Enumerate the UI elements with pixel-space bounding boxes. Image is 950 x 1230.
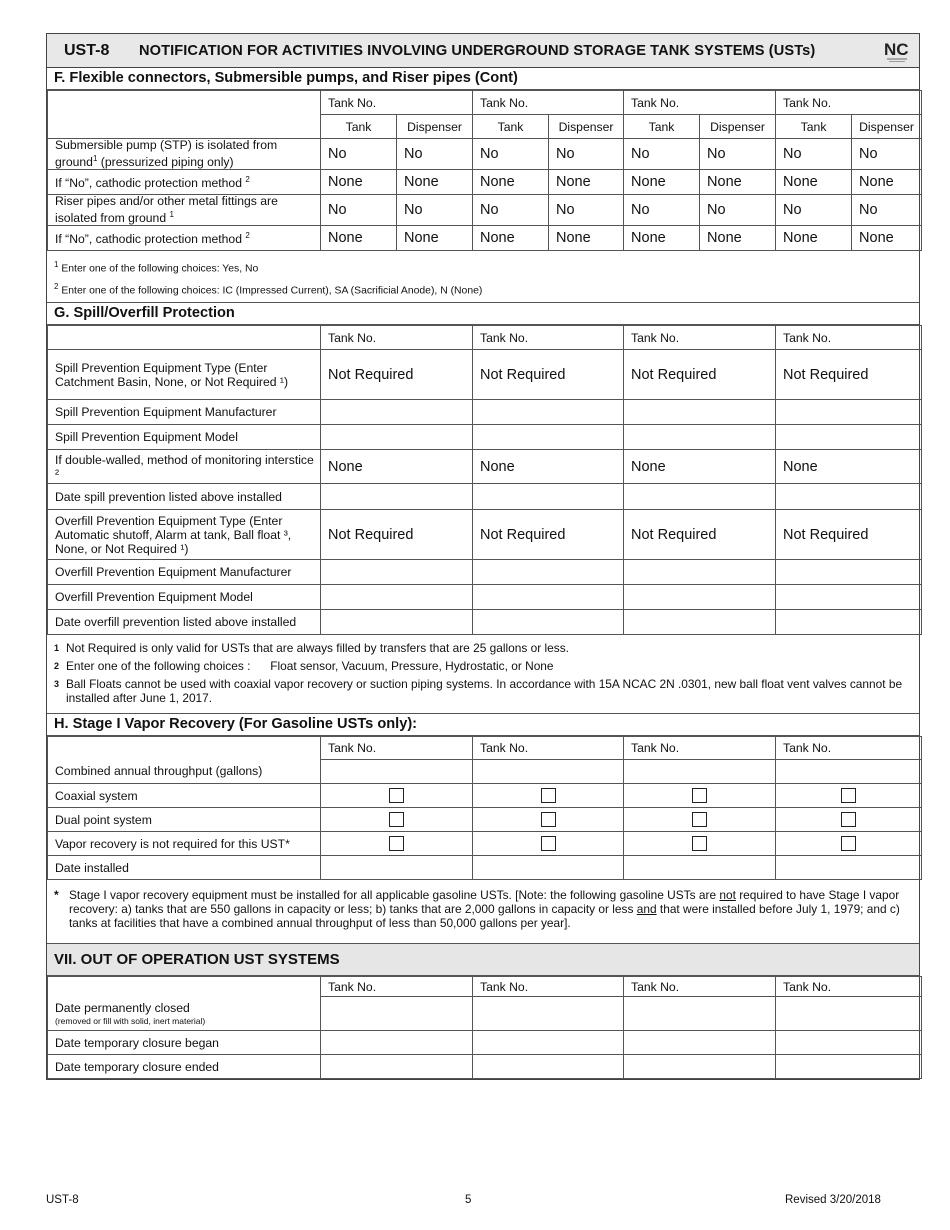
g-tank-no-2: Tank No. <box>473 326 624 350</box>
g-value-cell[interactable] <box>321 484 473 510</box>
coaxial-checkbox[interactable] <box>692 788 707 803</box>
h-row-coaxial <box>48 784 922 808</box>
h-throughput-label: Combined annual throughput (gallons) <box>48 737 321 784</box>
g-value-cell[interactable] <box>776 425 922 450</box>
footer-form-code: UST-8 <box>46 1194 79 1206</box>
h-row-label: Coaxial system <box>48 784 321 808</box>
g-value-cell[interactable] <box>776 585 922 610</box>
f-tank-no-3: Tank No. <box>624 91 776 115</box>
h-check-cell <box>473 832 624 856</box>
h-row-label: Dual point system <box>48 808 321 832</box>
f-value-cell[interactable]: None <box>397 170 473 195</box>
g-value-cell[interactable]: Not Required <box>776 510 922 560</box>
f-value-cell[interactable]: None <box>397 226 473 251</box>
nc-logo-icon <box>883 38 911 64</box>
vii-row-label: Date temporary closure began <box>48 1031 321 1055</box>
h-tank-no-2: Tank No. <box>473 737 624 760</box>
vii-tank-no-1: Tank No. <box>321 977 473 997</box>
g-value-cell[interactable] <box>473 425 624 450</box>
f-value-cell[interactable]: None <box>700 170 776 195</box>
h-check-cell <box>321 808 473 832</box>
h-date-cell[interactable] <box>624 856 776 880</box>
section-h-title: H. Stage I Vapor Recovery (For Gasoline USTs only): <box>47 714 919 736</box>
g-value-cell[interactable] <box>624 585 776 610</box>
footer-revised-date: Revised 3/20/2018 <box>785 1194 881 1206</box>
f-value-cell[interactable]: None <box>549 170 624 195</box>
g-value-cell[interactable]: Not Required <box>321 510 473 560</box>
h-check-cell <box>624 808 776 832</box>
section-vii-table <box>47 976 922 1079</box>
f-value-cell[interactable]: No <box>549 195 624 226</box>
f-value-cell[interactable]: No <box>321 195 397 226</box>
f-value-cell[interactable]: No <box>473 195 549 226</box>
vii-date-cell[interactable] <box>321 1055 473 1079</box>
g-value-cell[interactable]: Not Required <box>776 350 922 400</box>
g-value-cell[interactable] <box>321 585 473 610</box>
g-row-label: Spill Prevention Equipment Type (Enter Catchment Basin, None, or Not Required ¹) <box>48 350 321 400</box>
section-vii-title: VII. OUT OF OPERATION UST SYSTEMS <box>47 944 919 976</box>
g-value-cell[interactable] <box>624 425 776 450</box>
g-header-blank <box>48 326 321 350</box>
f-value-cell[interactable]: None <box>473 170 549 195</box>
f-sub-tank: Tank <box>473 115 549 139</box>
section-h-note: * Stage I vapor recovery equipment must be installed for all applicable gasoline USTs. [Note: the following gasoline USTs are not required to have Stage I vapor recovery: a) tanks that are 550 gallons in capacity or less; b) tanks that are 2,000 gallons in capacity or less and that were installed before July 1, 1979; and c) tanks at facilities that have a combined annual throughput of less than 50,000 gallons per year]. <box>47 880 919 944</box>
coaxial-checkbox[interactable] <box>541 788 556 803</box>
g-row-overfill-type <box>48 510 922 560</box>
section-f-notes <box>47 251 919 303</box>
not-required-checkbox[interactable] <box>841 836 856 851</box>
f-sub-tank: Tank <box>776 115 852 139</box>
f-row-stp <box>48 139 922 170</box>
g-value-cell[interactable] <box>624 610 776 635</box>
g-value-cell[interactable]: Not Required <box>624 510 776 560</box>
f-row-cathodic-2 <box>48 226 922 251</box>
vii-date-cell[interactable] <box>624 1031 776 1055</box>
vii-date-cell[interactable] <box>776 1055 922 1079</box>
f-row-label: If “No”, cathodic protection method $^2$ <box>48 226 321 251</box>
section-f-title: F. Flexible connectors, Submersible pumps, and Riser pipes (Cont) <box>47 68 919 90</box>
f-value-cell[interactable]: No <box>776 195 852 226</box>
g-value-cell[interactable]: None <box>321 450 473 484</box>
h-tank-no-3: Tank No. <box>624 737 776 760</box>
f-value-cell[interactable]: None <box>321 170 397 195</box>
f-sub-dispenser: Dispenser <box>852 115 922 139</box>
g-value-cell[interactable]: Not Required <box>473 350 624 400</box>
f-note-1: $^1$ Enter one of the following choices: Yes, No <box>54 260 259 275</box>
g-value-cell[interactable]: Not Required <box>624 350 776 400</box>
g-row-label: Overfill Prevention Equipment Type (Enter Automatic shutoff, Alarm at tank, Ball float ³, None, or Not Required ¹) <box>48 510 321 560</box>
h-throughput-cell[interactable] <box>776 760 922 784</box>
h-row-label: Date installed <box>48 856 321 880</box>
h-date-cell[interactable] <box>776 856 922 880</box>
g-value-cell[interactable]: None <box>776 450 922 484</box>
g-value-cell[interactable]: None <box>624 450 776 484</box>
svg-text:NC: NC <box>884 40 909 59</box>
g-value-cell[interactable] <box>473 560 624 585</box>
dual-point-checkbox[interactable] <box>541 812 556 827</box>
f-note-2: $^2$ Enter one of the following choices: IC (Impressed Current), SA (Sacrificial Anode), N (None) <box>54 281 483 297</box>
g-row-overfill-date <box>48 610 922 635</box>
form-header <box>47 34 919 68</box>
vii-perm-cell[interactable] <box>776 997 922 1031</box>
f-row-label: Submersible pump (STP) is isolated from ground$^1$ (pressurized piping only) <box>48 139 321 170</box>
f-value-cell[interactable]: No <box>624 139 700 170</box>
section-h-table <box>47 736 922 880</box>
g-row-label: Date spill prevention listed above installed <box>48 484 321 510</box>
h-check-cell <box>321 784 473 808</box>
footer-page-number: 5 <box>465 1194 472 1206</box>
g-value-cell[interactable] <box>321 400 473 425</box>
vii-perm-cell[interactable] <box>321 997 473 1031</box>
vii-date-cell[interactable] <box>473 1031 624 1055</box>
f-value-cell[interactable]: None <box>549 226 624 251</box>
h-date-cell[interactable] <box>473 856 624 880</box>
g-row-overfill-model <box>48 585 922 610</box>
f-sub-dispenser: Dispenser <box>549 115 624 139</box>
f-tank-no-4: Tank No. <box>776 91 922 115</box>
vii-row-label: Date temporary closure ended <box>48 1055 321 1079</box>
h-check-cell <box>624 784 776 808</box>
vii-row-temp-ended <box>48 1055 922 1079</box>
f-value-cell[interactable]: No <box>852 139 922 170</box>
vii-tank-no-2: Tank No. <box>473 977 624 997</box>
g-row-overfill-manufacturer <box>48 560 922 585</box>
vii-date-cell[interactable] <box>321 1031 473 1055</box>
f-row-label: If “No”, cathodic protection method $^2$ <box>48 170 321 195</box>
h-tank-no-1: Tank No. <box>321 737 473 760</box>
g-value-cell[interactable] <box>321 560 473 585</box>
f-tank-no-1: Tank No. <box>321 91 473 115</box>
f-sub-dispenser: Dispenser <box>397 115 473 139</box>
not-required-checkbox[interactable] <box>692 836 707 851</box>
g-value-cell[interactable] <box>776 560 922 585</box>
f-value-cell[interactable]: None <box>776 226 852 251</box>
f-value-cell[interactable]: No <box>776 139 852 170</box>
g-tank-no-4: Tank No. <box>776 326 922 350</box>
g-tank-no-1: Tank No. <box>321 326 473 350</box>
ust8-form <box>46 33 920 1080</box>
section-f-table <box>47 90 922 251</box>
f-sub-tank: Tank <box>624 115 700 139</box>
g-value-cell[interactable]: Not Required <box>473 510 624 560</box>
f-value-cell[interactable]: No <box>549 139 624 170</box>
dual-point-checkbox[interactable] <box>841 812 856 827</box>
g-row-spill-model <box>48 425 922 450</box>
h-throughput-cell[interactable] <box>321 760 473 784</box>
g-value-cell[interactable] <box>624 560 776 585</box>
g-value-cell[interactable]: None <box>473 450 624 484</box>
section-g-notes <box>47 635 919 714</box>
vii-tank-no-4: Tank No. <box>776 977 922 997</box>
g-row-label: Overfill Prevention Equipment Model <box>48 585 321 610</box>
g-value-cell[interactable] <box>776 610 922 635</box>
f-sub-dispenser: Dispenser <box>700 115 776 139</box>
g-note-2: 2 Enter one of the following choices : Float sensor, Vacuum, Pressure, Hydrostatic, or None <box>54 659 554 674</box>
f-value-cell[interactable]: None <box>321 226 397 251</box>
f-header-blank <box>48 91 321 139</box>
h-tank-no-4: Tank No. <box>776 737 922 760</box>
vii-date-cell[interactable] <box>473 1055 624 1079</box>
g-value-cell[interactable] <box>473 610 624 635</box>
dual-point-checkbox[interactable] <box>692 812 707 827</box>
g-row-label: Overfill Prevention Equipment Manufacturer <box>48 560 321 585</box>
f-value-cell[interactable]: No <box>624 195 700 226</box>
g-row-spill-manufacturer <box>48 400 922 425</box>
f-value-cell[interactable]: No <box>700 195 776 226</box>
f-value-cell[interactable]: No <box>700 139 776 170</box>
f-value-cell[interactable]: No <box>473 139 549 170</box>
g-value-cell[interactable] <box>624 484 776 510</box>
vii-perm-cell[interactable] <box>473 997 624 1031</box>
section-g-table <box>47 325 922 635</box>
g-note-3: 3 Ball Floats cannot be used with coaxial vapor recovery or suction piping systems. In accordance with 15A NCAC 2N .0301, new ball float vent valves cannot be installed after June 1, 2017. <box>54 677 903 706</box>
g-value-cell[interactable] <box>473 400 624 425</box>
f-value-cell[interactable]: None <box>776 170 852 195</box>
h-throughput-cell[interactable] <box>473 760 624 784</box>
g-row-label: Date overfill prevention listed above installed <box>48 610 321 635</box>
f-row-cathodic-1 <box>48 170 922 195</box>
h-check-cell <box>321 832 473 856</box>
f-row-riser <box>48 195 922 226</box>
g-value-cell[interactable]: Not Required <box>321 350 473 400</box>
h-row-date-installed <box>48 856 922 880</box>
h-row-dual-point <box>48 808 922 832</box>
f-value-cell[interactable]: None <box>852 226 922 251</box>
f-value-cell[interactable]: No <box>321 139 397 170</box>
vii-date-cell[interactable] <box>624 1055 776 1079</box>
vii-row-temp-began <box>48 1031 922 1055</box>
g-value-cell[interactable] <box>776 400 922 425</box>
g-row-label: If double-walled, method of monitoring interstice ² <box>48 450 321 484</box>
h-date-cell[interactable] <box>321 856 473 880</box>
g-row-spill-date <box>48 484 922 510</box>
f-row-label: Riser pipes and/or other metal fittings are isolated from ground $^1$ <box>48 195 321 226</box>
g-tank-no-3: Tank No. <box>624 326 776 350</box>
form-title: NOTIFICATION FOR ACTIVITIES INVOLVING UNDERGROUND STORAGE TANK SYSTEMS (USTs) <box>139 43 816 59</box>
h-row-not-required <box>48 832 922 856</box>
vii-perm-cell[interactable] <box>624 997 776 1031</box>
f-value-cell[interactable]: None <box>473 226 549 251</box>
g-value-cell[interactable] <box>473 484 624 510</box>
g-value-cell[interactable] <box>321 610 473 635</box>
f-value-cell[interactable]: None <box>624 170 700 195</box>
f-value-cell[interactable]: None <box>624 226 700 251</box>
f-value-cell[interactable]: No <box>397 139 473 170</box>
h-throughput-cell[interactable] <box>624 760 776 784</box>
h-check-cell <box>776 832 922 856</box>
dual-point-checkbox[interactable] <box>389 812 404 827</box>
f-tank-no-2: Tank No. <box>473 91 624 115</box>
f-value-cell[interactable]: None <box>852 170 922 195</box>
h-check-cell <box>473 784 624 808</box>
g-row-spill-type <box>48 350 922 400</box>
f-sub-tank: Tank <box>321 115 397 139</box>
section-g-title: G. Spill/Overfill Protection <box>47 303 919 325</box>
h-check-cell <box>776 784 922 808</box>
coaxial-checkbox[interactable] <box>841 788 856 803</box>
g-row-label: Spill Prevention Equipment Model <box>48 425 321 450</box>
f-value-cell[interactable]: No <box>397 195 473 226</box>
vii-tank-no-3: Tank No. <box>624 977 776 997</box>
h-check-cell <box>776 808 922 832</box>
not-required-checkbox[interactable] <box>541 836 556 851</box>
f-value-cell[interactable]: No <box>852 195 922 226</box>
h-check-cell <box>473 808 624 832</box>
g-value-cell[interactable] <box>776 484 922 510</box>
g-note-1: 1 Not Required is only valid for USTs that are always filled by transfers that are 25 gallons or less. <box>54 641 569 656</box>
g-row-interstice <box>48 450 922 484</box>
g-value-cell[interactable] <box>473 585 624 610</box>
vii-perm-label: Date permanently closed (removed or fill with solid, inert material) <box>48 977 321 1031</box>
not-required-checkbox[interactable] <box>389 836 404 851</box>
f-value-cell[interactable]: None <box>700 226 776 251</box>
form-code: UST-8 <box>64 42 110 59</box>
g-value-cell[interactable] <box>321 425 473 450</box>
coaxial-checkbox[interactable] <box>389 788 404 803</box>
h-check-cell <box>624 832 776 856</box>
g-row-label: Spill Prevention Equipment Manufacturer <box>48 400 321 425</box>
g-value-cell[interactable] <box>624 400 776 425</box>
vii-date-cell[interactable] <box>776 1031 922 1055</box>
h-row-label: Vapor recovery is not required for this UST* <box>48 832 321 856</box>
